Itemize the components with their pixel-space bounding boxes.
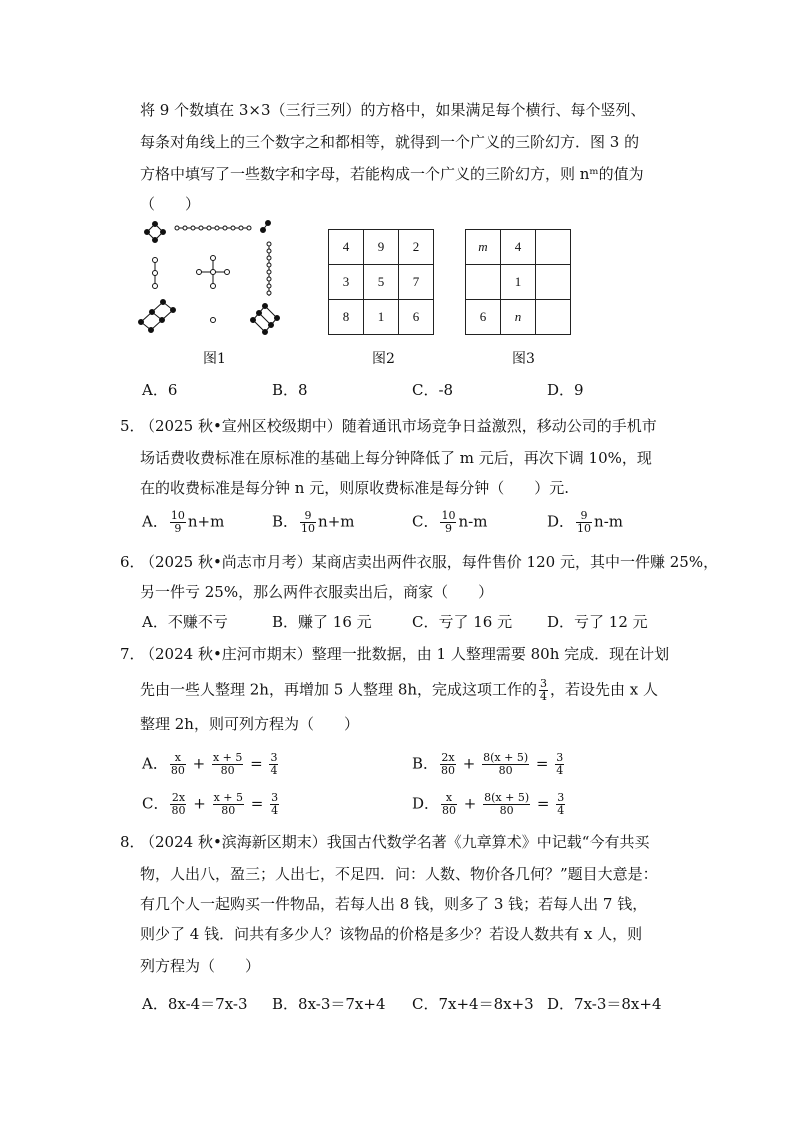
- q4-option-a[interactable]: A．6: [142, 381, 178, 399]
- q4-line-2: 每条对角线上的三个数字之和都相等，就得到一个广义的三阶幻方．图 3 的: [140, 133, 640, 151]
- q6-option-d[interactable]: D．亏了 12 元: [547, 613, 648, 631]
- q7-line-2-text: 先由一些人整理 2h，再增加 5 人整理 8h，完成这项工作的: [140, 680, 538, 699]
- fraction: [483, 792, 530, 817]
- q7-line-2-tail: ，若设先由 x 人: [550, 680, 659, 699]
- denominator: 80: [442, 804, 457, 817]
- fraction: [170, 752, 186, 777]
- fraction: [556, 792, 565, 817]
- numerator: 3: [271, 791, 279, 804]
- option-label: C．: [142, 794, 169, 813]
- figure-1-diagram: [135, 218, 285, 338]
- q8-line-1: （2024 秋•滨海新区期末）我国古代数学名著《九章算术》中记载“今有共买: [140, 833, 650, 851]
- q5-line-3: 在的收费标准是每分钟 n 元，则原收费标准是每分钟（ ）元.: [140, 479, 569, 497]
- fig3-cell: m: [466, 230, 501, 265]
- q6-option-a[interactable]: A．不赚不亏: [142, 613, 228, 631]
- figure-2-grid: [328, 229, 434, 335]
- fig3-cell: [536, 230, 571, 265]
- q5-number: 5．: [120, 417, 145, 435]
- q7-option-d[interactable]: D． $\frac{x}{80}$ + $\frac{8(x + 5)}{80}$ = $\frac{3}{4}$: [412, 791, 565, 817]
- q8-option-c[interactable]: C．7x+4＝8x+3: [412, 995, 534, 1013]
- denominator: 10: [577, 522, 592, 535]
- figure-3-grid: [465, 229, 571, 335]
- denominator: 4: [270, 764, 278, 777]
- fig3-cell: [466, 265, 501, 300]
- q5-option-a[interactable]: [142, 510, 224, 535]
- q8-line-5: 列方程为（ ）: [140, 957, 261, 975]
- fig2-cell: 6: [399, 300, 434, 335]
- q7-line-3: 整理 2h，则可列方程为（ ）: [140, 715, 359, 733]
- fig3-cell: n: [501, 300, 536, 335]
- fig3-cell: 1: [501, 265, 536, 300]
- fraction: [170, 510, 186, 535]
- denominator: 80: [171, 804, 186, 817]
- fraction: [441, 792, 457, 817]
- fig2-cell: 1: [364, 300, 399, 335]
- fig3-cell: 6: [466, 300, 501, 335]
- q5-option-b[interactable]: [272, 510, 354, 535]
- numerator: 10: [170, 509, 185, 522]
- fraction: [269, 752, 278, 777]
- fraction: [170, 792, 186, 817]
- q7-number: 7．: [120, 645, 145, 663]
- q7-line-1: （2024 秋•庄河市期末）整理一批数据，由 1 人整理需要 80h 完成．现在计划: [140, 645, 670, 663]
- numerator: 2x: [441, 751, 455, 764]
- q8-number: 8．: [120, 833, 145, 851]
- numerator: x + 5: [212, 751, 243, 764]
- q4-line-4: （ ）: [140, 195, 201, 213]
- q4-option-b[interactable]: B．8: [272, 381, 308, 399]
- denominator: 80: [170, 764, 185, 777]
- fig2-cell: 7: [399, 265, 434, 300]
- numerator: 9: [576, 510, 592, 523]
- fraction: [576, 510, 592, 535]
- denominator: 80: [221, 804, 236, 817]
- q7-option-b[interactable]: B． $\frac{2x}{80}$ + $\frac{8(x + 5)}{80}$ = $\frac{3}{4}$: [412, 751, 564, 777]
- fraction: [213, 792, 244, 817]
- option-label: A．: [142, 754, 168, 773]
- numerator: 8(x + 5): [483, 751, 529, 764]
- numerator: 3: [557, 791, 565, 804]
- fig3-cell: [536, 265, 571, 300]
- q8-option-d[interactable]: D．7x-3＝8x+4: [547, 995, 662, 1013]
- fig2-cell: 8: [329, 300, 364, 335]
- denominator: 4: [540, 690, 548, 703]
- q8-option-b[interactable]: B．8x-3＝7x+4: [272, 995, 386, 1013]
- q6-option-b[interactable]: B．赚了 16 元: [272, 613, 372, 631]
- numerator: 10: [441, 509, 456, 522]
- numerator: 2x: [171, 791, 186, 804]
- fraction: [539, 678, 548, 703]
- figure-2-caption: 图2: [372, 351, 395, 367]
- option-tail: n-m: [458, 512, 488, 531]
- q5-option-c[interactable]: [412, 510, 487, 535]
- option-tail: n+m: [187, 512, 225, 531]
- numerator: x: [441, 792, 457, 805]
- option-label: A．: [142, 512, 168, 531]
- fraction: [440, 510, 456, 535]
- fig2-cell: 3: [329, 265, 364, 300]
- q4-line-3: 方格中填写了一些数字和字母，若能构成一个广义的三阶幻方，则 nᵐ的值为: [140, 165, 644, 183]
- q8-line-2: 物，人出八，盈三；人出七，不足四．问：人数、物价各几何？”题目大意是：: [140, 865, 658, 883]
- q8-line-4: 则少了 4 钱．问共有多少人？该物品的价格是多少？若设人数共有 x 人，则: [140, 925, 643, 943]
- q6-line-2: 另一件亏 25%，那么两件衣服卖出后，商家（ ）: [140, 583, 494, 601]
- denominator: 4: [271, 804, 279, 817]
- q5-option-d[interactable]: [547, 510, 623, 535]
- denominator: 80: [220, 764, 235, 777]
- fraction: [482, 752, 529, 777]
- option-tail: n-m: [594, 512, 623, 531]
- denominator: 4: [556, 764, 564, 777]
- fraction: [440, 752, 456, 777]
- numerator: 8(x + 5): [484, 791, 530, 804]
- fraction: [300, 510, 316, 535]
- option-label: B．: [272, 512, 299, 531]
- q6-number: 6．: [120, 553, 145, 571]
- q7-line-2: [140, 678, 658, 703]
- q6-line-1: （2025 秋•尚志市月考）某商店卖出两件衣服，每件售价 120 元，其中一件赚 25%，: [140, 553, 719, 571]
- numerator: 3: [270, 751, 278, 764]
- denominator: 9: [174, 522, 182, 535]
- q4-option-d[interactable]: D．9: [547, 381, 584, 399]
- numerator: x + 5: [213, 791, 244, 804]
- q4-line-1: 将 9 个数填在 3×3（三行三列）的方格中，如果满足每个横行、每个竖列、: [140, 101, 646, 119]
- fig2-cell: 2: [399, 230, 434, 265]
- q7-option-c[interactable]: C． $\frac{2x}{80}$ + $\frac{x + 5}{80}$ = $\frac{3}{4}$: [142, 791, 279, 817]
- fraction: [212, 752, 243, 777]
- q4-option-c[interactable]: C．-8: [412, 381, 454, 399]
- denominator: 80: [441, 764, 456, 777]
- fig2-cell: 4: [329, 230, 364, 265]
- numerator: 3: [556, 751, 564, 764]
- q8-option-a[interactable]: A．8x-4＝7x-3: [142, 995, 248, 1013]
- numerator: x: [170, 752, 186, 765]
- denominator: 9: [444, 522, 452, 535]
- figure-3-caption: 图3: [512, 351, 535, 367]
- option-tail: n+m: [318, 512, 355, 531]
- fig3-cell: 4: [501, 230, 536, 265]
- denominator: 80: [499, 804, 514, 817]
- option-label: C．: [412, 512, 439, 531]
- option-label: D．: [412, 794, 440, 813]
- denominator: 4: [557, 804, 565, 817]
- fraction: [270, 792, 279, 817]
- denominator: 10: [301, 522, 316, 535]
- denominator: 80: [498, 764, 513, 777]
- option-label: D．: [547, 512, 575, 531]
- fraction: [555, 752, 564, 777]
- q5-line-1: （2025 秋•宣州区校级期中）随着通讯市场竞争日益激烈，移动公司的手机市: [140, 417, 657, 435]
- fig2-cell: 5: [364, 265, 399, 300]
- figure-1-caption: 图1: [203, 351, 226, 367]
- q8-line-3: 有几个人一起购买一件物品，若每人出 8 钱，则多了 3 钱；若每人出 7 钱，: [140, 895, 648, 913]
- fig3-cell: [536, 300, 571, 335]
- q5-line-2: 场话费收费标准在原标准的基础上每分钟降低了 m 元后，再次下调 10%，现: [140, 449, 652, 467]
- numerator: 3: [540, 677, 548, 690]
- q6-option-c[interactable]: C．亏了 16 元: [412, 613, 513, 631]
- option-label: B．: [412, 754, 439, 773]
- numerator: 9: [300, 510, 316, 523]
- q7-option-a[interactable]: A． $\frac{x}{80}$ + $\frac{x + 5}{80}$ = $\frac{3}{4}$: [142, 751, 278, 777]
- fig2-cell: 9: [364, 230, 399, 265]
